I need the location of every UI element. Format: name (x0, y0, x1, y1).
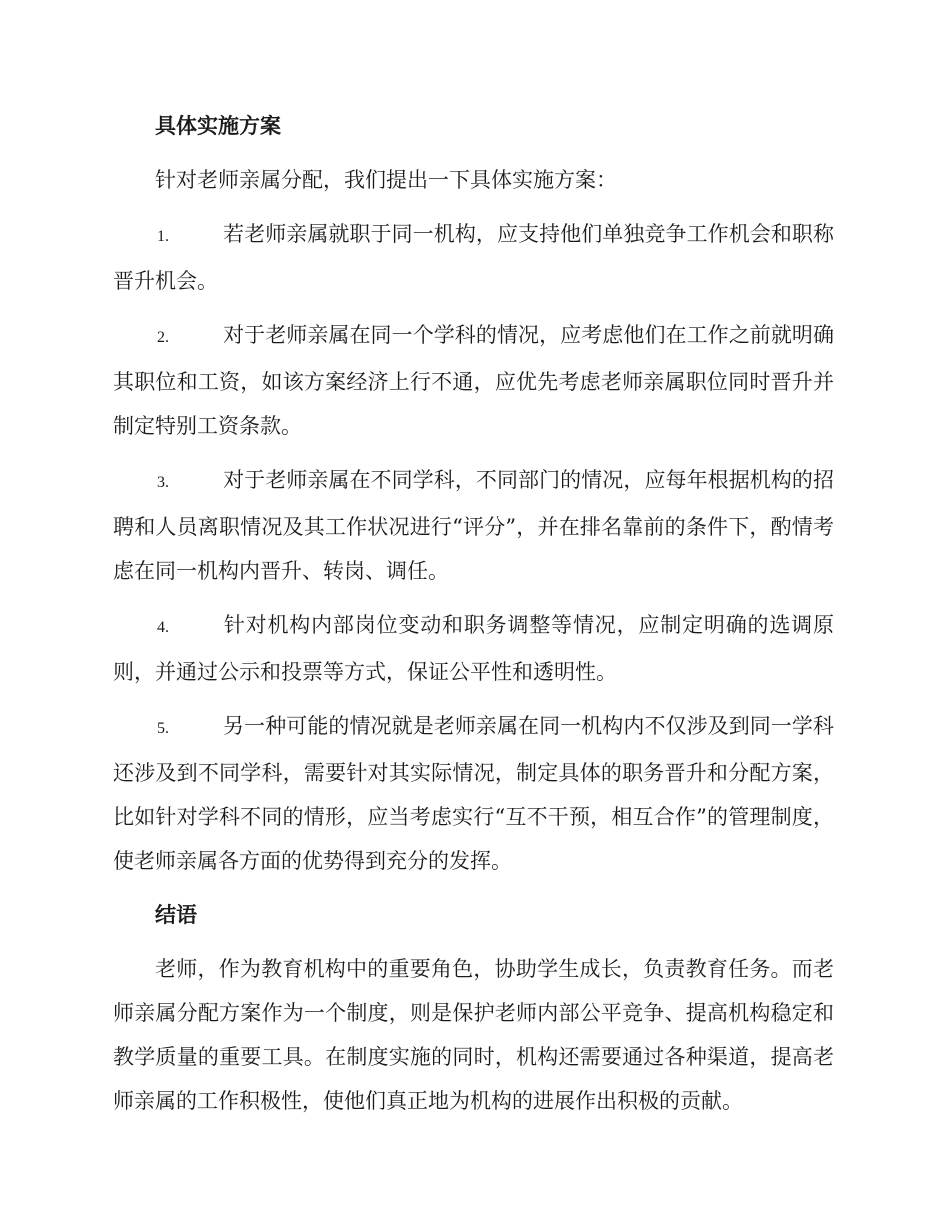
list-item-number: 3. (157, 474, 169, 491)
list-item-number: 1. (157, 228, 169, 245)
list-item-text: 针对机构内部岗位变动和职务调整等情况，应制定明确的选调原则，并通过公示和投票等方式，保证公平性和透明性。 (113, 613, 834, 684)
section-heading-implementation: 具体实施方案 (155, 113, 281, 138)
list-item (113, 603, 834, 694)
list-item-text: 对于老师亲属在同一个学科的情况，应考虑他们在工作之前就明确其职位和工资，如该方案经济上行不通，应优先考虑老师亲属职位同时晋升并制定特别工资条款。 (113, 323, 834, 438)
list-item (113, 458, 834, 593)
list-item-number: 2. (157, 329, 169, 346)
list-item-number: 5. (157, 720, 169, 737)
list-item-text: 对于老师亲属在不同学科，不同部门的情况，应每年根据机构的招聘和人员离职情况及其工作状况进行“评分”，并在排名靠前的条件下，酌情考虑在同一机构内晋升、转岗、调任。 (113, 468, 834, 583)
conclusion-paragraph: 老师，作为教育机构中的重要角色，协助学生成长，负责教育任务。而老师亲属分配方案作为一个制度，则是保护老师内部公平竞争、提高机构稳定和教学质量的重要工具。在制度实施的同时，机构还需要通过各种渠道，提高老师亲属的工作积极性，使他们真正地为机构的进展作出积极的贡献。 (113, 957, 834, 1113)
list-item (113, 704, 834, 883)
section-heading-conclusion: 结语 (155, 902, 197, 927)
list-item-number: 4. (157, 619, 169, 636)
intro-paragraph: 针对老师亲属分配，我们提出一下具体实施方案： (155, 168, 617, 192)
list-item (113, 313, 834, 448)
list-item-text: 另一种可能的情况就是老师亲属在同一机构内不仅涉及到同一学科还涉及到不同学科，需要针对其实际情况，制定具体的职务晋升和分配方案，比如针对学科不同的情形，应当考虑实行“互不干预，相互合作”的管理制度，使老师亲属各方面的优势得到充分的发挥。 (113, 714, 834, 873)
list-item (113, 212, 834, 303)
list-item-text: 若老师亲属就职于同一机构，应支持他们单独竞争工作机会和职称晋升机会。 (113, 222, 834, 293)
